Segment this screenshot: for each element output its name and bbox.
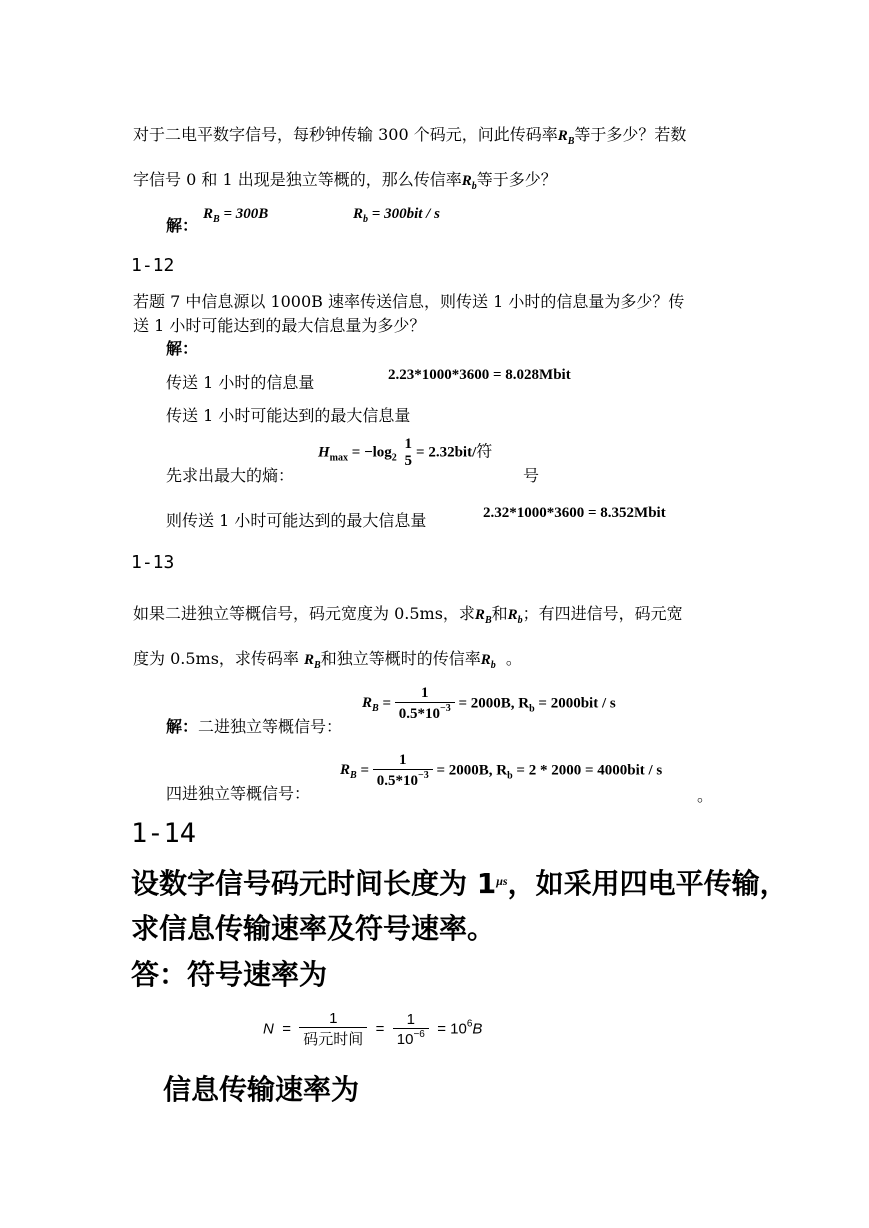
q11-answer-label: 解： — [166, 216, 199, 235]
sym-RB: $R_B$ — [557, 128, 575, 147]
entropy-fraction: 1 5 — [404, 436, 413, 469]
q13-answer1-label: 解：二进独立等概信号： — [166, 717, 343, 736]
q13-answer1-eq: $R_B$ = $\frac{1}{0.5*10^{-3}}$ = 2000B, $R_b = 2000bit / s$ — [362, 685, 616, 722]
q13-answer2-label: 四进独立等概信号： — [166, 784, 311, 803]
q12-row3-unit-tail: 号 — [523, 466, 540, 485]
q12-line1: 若题 7 中信息源以 1000B 速率传送信息，则传送 1 小时的信息量为多少？传 — [133, 292, 685, 311]
q12-heading: 1-12 — [131, 255, 175, 276]
q14-line3: 答：符号速率为 — [131, 958, 328, 991]
q13-answer2-eq: $R_B$ = $\frac{1}{0.5*10^{-3}}$ = 2000B, $R_b = 2 * 2000 = 4000bit / s$ — [340, 752, 663, 789]
q12-row2-label: 传送 1 小时可能达到的最大信息量 — [166, 406, 411, 425]
q14-fraction-1: $\frac{1}{\text{码元时间}}$ — [299, 1010, 367, 1049]
q13-heading: 1-13 — [131, 552, 175, 573]
q12-row4-eq: 2.32*1000*3600 = 8.352Mbit — [483, 505, 666, 521]
q14-heading: 1-14 — [131, 818, 197, 849]
q11-answer-eq1: $R_B = 300B$ — [203, 206, 269, 225]
q14-line1: 设数字信号码元时间长度为 $1^{\mu s}$，如采用四电平传输， — [131, 867, 788, 900]
sym-Rb: $R_b$ — [461, 173, 477, 192]
q12-row4-label: 则传送 1 小时可能达到的最大信息量 — [166, 511, 427, 530]
q12-line2: 送 1 小时可能达到的最大信息量为多少？ — [133, 316, 426, 335]
q12-row3-entropy-eq: $H_{max} = -\log_2$ 1 5 = 2.32bit/符 — [318, 436, 493, 469]
q13-fraction-2: $\frac{1}{0.5*10^{-3}}$ — [373, 752, 433, 790]
q11-answer-eq2: $R_b = 300bit / s$ — [353, 206, 440, 225]
q13-line2: 度为 0.5ms，求传码率 $R_B$和独立等概时的传信率$R_b$ 。 — [133, 649, 522, 671]
q11-line2: 字信号 0 和 1 出现是独立等概的，那么传信率$R_b$等于多少？ — [133, 170, 557, 192]
q12-row1-label: 传送 1 小时的信息量 — [166, 373, 315, 392]
q12-answer-label: 解： — [166, 339, 199, 358]
q14-fraction-2: $\frac{1}{10^{-6}}$ — [393, 1011, 429, 1048]
q11-line1: 对于二电平数字信号，每秒钟传输 300 个码元，问此传码率$R_B$等于多少？若数 — [133, 125, 687, 147]
q13-answer2-end: 。 — [697, 786, 714, 805]
q14-line4: 信息传输速率为 — [163, 1073, 360, 1106]
q14-line2: 求信息传输速率及符号速率。 — [131, 912, 496, 945]
q14-symbol-rate-eq: N = $\frac{1}{\text{码元时间}}$ = $\frac{1}{10^{-6}}$ = $10^6B$ — [263, 1010, 483, 1048]
q12-row1-eq: 2.23*1000*3600 = 8.028Mbit — [388, 367, 571, 383]
q12-row3-label: 先求出最大的熵： — [166, 466, 295, 485]
q13-line1: 如果二进独立等概信号，码元宽度为 0.5ms，求$R_B$和$R_b$；有四进信号，码元宽 — [133, 604, 683, 626]
q13-fraction-1: $\frac{1}{0.5*10^{-3}}$ — [395, 685, 455, 723]
